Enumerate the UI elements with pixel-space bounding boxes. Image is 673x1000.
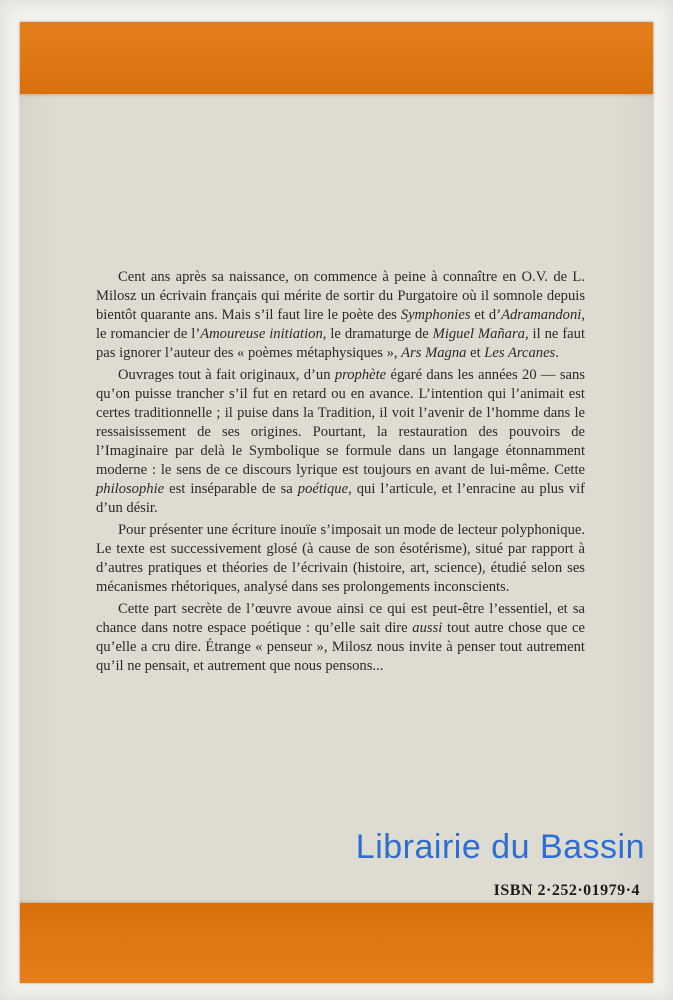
cover-paragraph: Pour présenter une écriture inouïe s’imposait un mode de lecteur polyphonique. Le texte est successivement glosé (à cause de son ésotérisme), situé par rapport à d’autres pratiques et théories de l’écrivain (histoire, art, science), étudié selon ses mécanismes rhétoriques, analysé dans ses prolongements inconscients. (96, 522, 585, 595)
isbn-number: ISBN 2·252·01979·4 (493, 882, 640, 899)
book-back-cover (20, 22, 653, 983)
orange-band-top (20, 22, 653, 94)
cover-paragraph: Cette part secrète de l’œuvre avoue ainsi ce qui est peut-être l’essentiel, et sa chance dans notre espace poétique : qu’elle sait dire aussi tout autre chose que ce qu’elle a cru dire. Étrange « penseur », Milosz nous invite à penser tout autrement qu’il ne pensait, et autrement que nous pensons... (96, 601, 585, 674)
cover-paragraph: Ouvrages tout à fait originaux, d’un prophète égaré dans les années 20 — sans qu’on puisse trancher s’il fut en retard ou en avance. L’intention qui l’animait est certes traditionnelle ; il puise dans la Tradition, il voit l’avenir de l’homme dans le ressaisissement de ses origines. Pourtant, la restauration des pouvoirs de l’Imaginaire par delà le Symbolique se formule dans un langage étonnamment moderne : le sens de ce discours lyrique est toujours en avant de lui-même. Cette philosophie est inséparable de sa poétique, qui l’articule, et l’enracine au plus vif d’un désir. (96, 367, 585, 516)
bookseller-watermark: Librairie du Bassin (355, 828, 645, 866)
cover-paragraph: Cent ans après sa naissance, on commence à peine à connaître en O.V. de L. Milosz un écrivain français qui mérite de sortir du Purgatoire où il somnole depuis bientôt quarante ans. Mais s’il faut lire le poète des Symphonies et d’Adramandoni, le romancier de l’Amoureuse initiation, le dramaturge de Miguel Mañara, il ne faut pas ignorer l’auteur des « poèmes métaphysiques », Ars Magna et Les Arcanes. (96, 269, 586, 361)
orange-band-bottom (20, 903, 653, 983)
back-cover-text (96, 268, 585, 679)
